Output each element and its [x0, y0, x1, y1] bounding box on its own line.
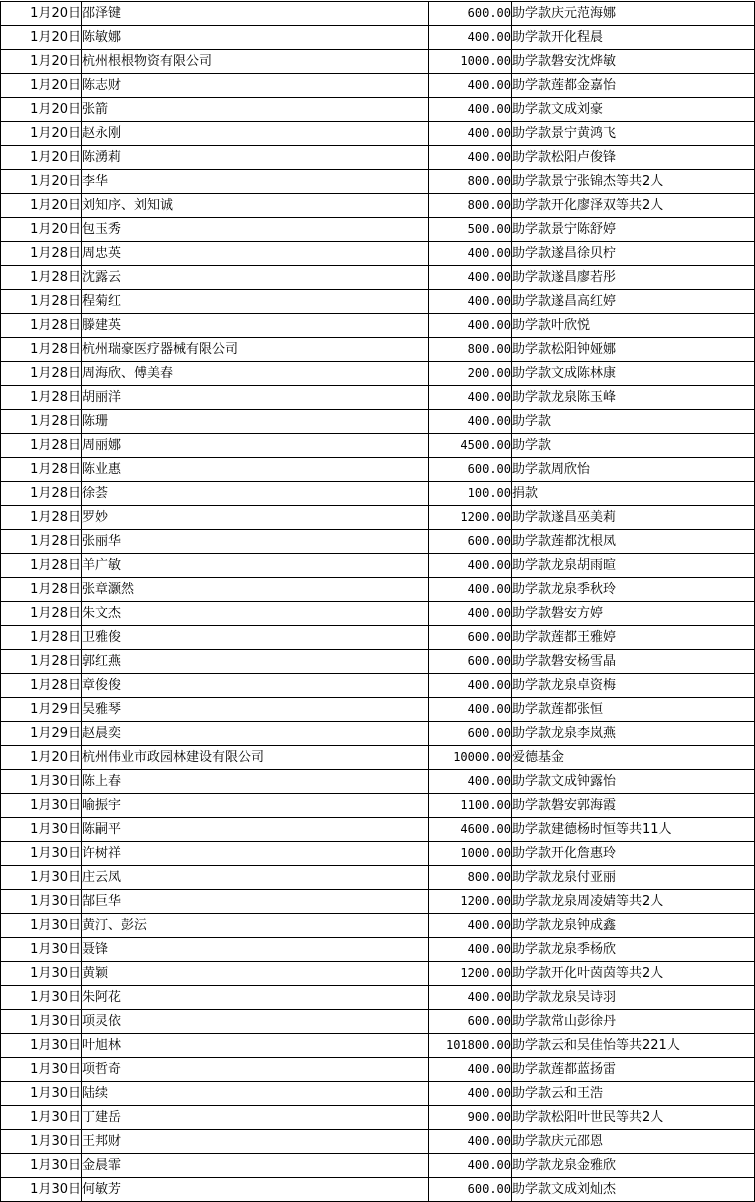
donor-cell: 周丽娜 [82, 434, 429, 458]
donor-cell: 黄汀、彭沄 [82, 914, 429, 938]
date-cell: 1月29日 [1, 698, 82, 722]
date-cell: 1月29日 [1, 722, 82, 746]
table-row [1, 1082, 755, 1106]
donor-cell: 李华 [82, 170, 429, 194]
date-cell: 1月28日 [1, 458, 82, 482]
donor-cell: 羊广敏 [82, 554, 429, 578]
table-row [1, 554, 755, 578]
table-row [1, 122, 755, 146]
table-row [1, 770, 755, 794]
note-cell: 助学款莲都蓝扬雷 [512, 1058, 755, 1082]
note-cell: 助学款遂昌巫美莉 [512, 506, 755, 530]
note-cell: 助学款文成刘豪 [512, 98, 755, 122]
note-cell: 助学款遂昌廖若彤 [512, 266, 755, 290]
note-cell: 助学款 [512, 410, 755, 434]
amount-cell: 400.00 [429, 914, 512, 938]
date-cell: 1月20日 [1, 74, 82, 98]
date-cell: 1月20日 [1, 2, 82, 26]
amount-cell: 400.00 [429, 770, 512, 794]
date-cell: 1月30日 [1, 890, 82, 914]
amount-cell: 400.00 [429, 74, 512, 98]
table-row [1, 698, 755, 722]
note-cell: 助学款磐安方婷 [512, 602, 755, 626]
donor-cell: 金晨霏 [82, 1154, 429, 1178]
donor-cell: 卫雅俊 [82, 626, 429, 650]
date-cell: 1月30日 [1, 770, 82, 794]
amount-cell: 1000.00 [429, 842, 512, 866]
amount-cell: 1200.00 [429, 890, 512, 914]
donor-cell: 叶旭林 [82, 1034, 429, 1058]
date-cell: 1月28日 [1, 434, 82, 458]
donor-cell: 杭州根根物资有限公司 [82, 50, 429, 74]
table-row [1, 338, 755, 362]
amount-cell: 400.00 [429, 1058, 512, 1082]
amount-cell: 400.00 [429, 26, 512, 50]
amount-cell: 400.00 [429, 122, 512, 146]
donor-cell: 项哲奇 [82, 1058, 429, 1082]
date-cell: 1月28日 [1, 410, 82, 434]
donor-cell: 沈露云 [82, 266, 429, 290]
date-cell: 1月30日 [1, 1010, 82, 1034]
donor-cell: 项灵依 [82, 1010, 429, 1034]
date-cell: 1月28日 [1, 386, 82, 410]
donor-cell: 杭州瑞豪医疗器械有限公司 [82, 338, 429, 362]
date-cell: 1月20日 [1, 218, 82, 242]
amount-cell: 400.00 [429, 578, 512, 602]
amount-cell: 600.00 [429, 1010, 512, 1034]
date-cell: 1月30日 [1, 986, 82, 1010]
date-cell: 1月28日 [1, 314, 82, 338]
note-cell: 助学款龙泉卓资梅 [512, 674, 755, 698]
date-cell: 1月30日 [1, 1034, 82, 1058]
amount-cell: 1200.00 [429, 506, 512, 530]
note-cell: 爱德基金 [512, 746, 755, 770]
amount-cell: 100.00 [429, 482, 512, 506]
note-cell: 助学款龙泉付亚丽 [512, 866, 755, 890]
table-row [1, 290, 755, 314]
amount-cell: 10000.00 [429, 746, 512, 770]
note-cell: 助学款景宁黄鸿飞 [512, 122, 755, 146]
donor-cell: 陈业惠 [82, 458, 429, 482]
date-cell: 1月20日 [1, 98, 82, 122]
note-cell: 助学款 [512, 434, 755, 458]
table-row [1, 1154, 755, 1178]
amount-cell: 1000.00 [429, 50, 512, 74]
note-cell: 助学款松阳叶世民等共2人 [512, 1106, 755, 1130]
donor-cell: 王邦财 [82, 1130, 429, 1154]
amount-cell: 400.00 [429, 290, 512, 314]
amount-cell: 400.00 [429, 266, 512, 290]
date-cell: 1月30日 [1, 1082, 82, 1106]
donor-cell: 章俊俊 [82, 674, 429, 698]
note-cell: 助学款磐安沈烨敏 [512, 50, 755, 74]
table-row [1, 506, 755, 530]
note-cell: 助学款建德杨时恒等共11人 [512, 818, 755, 842]
note-cell: 助学款莲都金嘉怡 [512, 74, 755, 98]
amount-cell: 600.00 [429, 1178, 512, 1202]
amount-cell: 400.00 [429, 1082, 512, 1106]
donor-cell: 邵泽键 [82, 2, 429, 26]
date-cell: 1月28日 [1, 242, 82, 266]
table-row [1, 1106, 755, 1130]
donor-cell: 陆续 [82, 1082, 429, 1106]
table-row [1, 986, 755, 1010]
note-cell: 助学款松阳钟娅娜 [512, 338, 755, 362]
donor-cell: 罗妙 [82, 506, 429, 530]
donor-cell: 朱文杰 [82, 602, 429, 626]
date-cell: 1月20日 [1, 26, 82, 50]
note-cell: 助学款遂昌徐贝柠 [512, 242, 755, 266]
donor-cell: 陈珊 [82, 410, 429, 434]
date-cell: 1月28日 [1, 530, 82, 554]
donor-cell: 徐荟 [82, 482, 429, 506]
date-cell: 1月20日 [1, 50, 82, 74]
table-row [1, 746, 755, 770]
donor-cell: 陈嗣平 [82, 818, 429, 842]
note-cell: 助学款莲都张恒 [512, 698, 755, 722]
table-row [1, 794, 755, 818]
amount-cell: 600.00 [429, 722, 512, 746]
donor-cell: 赵晨奕 [82, 722, 429, 746]
donor-cell: 张丽华 [82, 530, 429, 554]
table-row [1, 962, 755, 986]
note-cell: 助学款文成陈林康 [512, 362, 755, 386]
donor-cell: 张箭 [82, 98, 429, 122]
note-cell: 助学款莲都沈根凤 [512, 530, 755, 554]
donor-cell: 何敏芳 [82, 1178, 429, 1202]
donor-cell: 刘知序、刘知诚 [82, 194, 429, 218]
donor-cell: 陈上春 [82, 770, 429, 794]
note-cell: 助学款磐安郭海霞 [512, 794, 755, 818]
amount-cell: 400.00 [429, 554, 512, 578]
amount-cell: 800.00 [429, 170, 512, 194]
note-cell: 助学款常山彭徐丹 [512, 1010, 755, 1034]
table-row [1, 2, 755, 26]
table-row [1, 50, 755, 74]
note-cell: 助学款龙泉金雅欣 [512, 1154, 755, 1178]
note-cell: 助学款开化叶茵茵等共2人 [512, 962, 755, 986]
ledger-body [1, 2, 755, 1202]
amount-cell: 400.00 [429, 602, 512, 626]
table-row [1, 842, 755, 866]
amount-cell: 400.00 [429, 938, 512, 962]
date-cell: 1月30日 [1, 1178, 82, 1202]
table-row [1, 674, 755, 698]
date-cell: 1月30日 [1, 842, 82, 866]
note-cell: 助学款遂昌高红婷 [512, 290, 755, 314]
amount-cell: 1200.00 [429, 962, 512, 986]
amount-cell: 4500.00 [429, 434, 512, 458]
donor-cell: 滕建英 [82, 314, 429, 338]
table-row [1, 1010, 755, 1034]
note-cell: 助学款云和吴佳怡等共221人 [512, 1034, 755, 1058]
amount-cell: 600.00 [429, 650, 512, 674]
table-row [1, 386, 755, 410]
donor-cell: 许树祥 [82, 842, 429, 866]
date-cell: 1月28日 [1, 506, 82, 530]
date-cell: 1月20日 [1, 746, 82, 770]
date-cell: 1月28日 [1, 554, 82, 578]
table-row [1, 194, 755, 218]
note-cell: 助学款开化詹惠玲 [512, 842, 755, 866]
amount-cell: 500.00 [429, 218, 512, 242]
donor-cell: 周海欣、傅美春 [82, 362, 429, 386]
amount-cell: 4600.00 [429, 818, 512, 842]
note-cell: 捐款 [512, 482, 755, 506]
table-row [1, 266, 755, 290]
date-cell: 1月20日 [1, 194, 82, 218]
amount-cell: 400.00 [429, 98, 512, 122]
table-row [1, 1058, 755, 1082]
table-row [1, 1178, 755, 1202]
amount-cell: 400.00 [429, 242, 512, 266]
date-cell: 1月30日 [1, 914, 82, 938]
donor-cell: 丁建岳 [82, 1106, 429, 1130]
amount-cell: 101800.00 [429, 1034, 512, 1058]
amount-cell: 600.00 [429, 626, 512, 650]
donor-cell: 胡丽洋 [82, 386, 429, 410]
donor-cell: 陈湧莉 [82, 146, 429, 170]
date-cell: 1月20日 [1, 170, 82, 194]
amount-cell: 800.00 [429, 338, 512, 362]
note-cell: 助学款文成刘灿杰 [512, 1178, 755, 1202]
note-cell: 助学款龙泉吴诗羽 [512, 986, 755, 1010]
amount-cell: 200.00 [429, 362, 512, 386]
donor-cell: 周忠英 [82, 242, 429, 266]
amount-cell: 400.00 [429, 1154, 512, 1178]
table-row [1, 146, 755, 170]
note-cell: 助学款龙泉胡雨暄 [512, 554, 755, 578]
table-row [1, 914, 755, 938]
date-cell: 1月28日 [1, 338, 82, 362]
table-row [1, 1130, 755, 1154]
note-cell: 助学款云和王浩 [512, 1082, 755, 1106]
note-cell: 助学款龙泉季杨欣 [512, 938, 755, 962]
date-cell: 1月28日 [1, 266, 82, 290]
date-cell: 1月30日 [1, 818, 82, 842]
amount-cell: 400.00 [429, 986, 512, 1010]
table-row [1, 218, 755, 242]
date-cell: 1月28日 [1, 290, 82, 314]
donor-cell: 郜巨华 [82, 890, 429, 914]
date-cell: 1月30日 [1, 866, 82, 890]
donor-cell: 杭州伟业市政园林建设有限公司 [82, 746, 429, 770]
table-row [1, 434, 755, 458]
amount-cell: 400.00 [429, 1130, 512, 1154]
note-cell: 助学款庆元邵恩 [512, 1130, 755, 1154]
date-cell: 1月30日 [1, 938, 82, 962]
date-cell: 1月28日 [1, 674, 82, 698]
table-row [1, 242, 755, 266]
date-cell: 1月28日 [1, 482, 82, 506]
date-cell: 1月28日 [1, 650, 82, 674]
donor-cell: 包玉秀 [82, 218, 429, 242]
amount-cell: 400.00 [429, 314, 512, 338]
donor-cell: 郭红燕 [82, 650, 429, 674]
donor-cell: 庄云凤 [82, 866, 429, 890]
date-cell: 1月30日 [1, 1058, 82, 1082]
date-cell: 1月28日 [1, 626, 82, 650]
amount-cell: 400.00 [429, 674, 512, 698]
amount-cell: 900.00 [429, 1106, 512, 1130]
note-cell: 助学款松阳卢俊锋 [512, 146, 755, 170]
note-cell: 助学款开化程晨 [512, 26, 755, 50]
amount-cell: 400.00 [429, 410, 512, 434]
table-row [1, 1034, 755, 1058]
date-cell: 1月30日 [1, 794, 82, 818]
donor-cell: 吴雅琴 [82, 698, 429, 722]
table-row [1, 938, 755, 962]
table-row [1, 170, 755, 194]
donor-cell: 喻振宇 [82, 794, 429, 818]
table-row [1, 26, 755, 50]
table-row [1, 314, 755, 338]
note-cell: 助学款龙泉周凌婧等共2人 [512, 890, 755, 914]
note-cell: 助学款周欣怡 [512, 458, 755, 482]
table-row [1, 602, 755, 626]
date-cell: 1月20日 [1, 146, 82, 170]
table-row [1, 362, 755, 386]
amount-cell: 800.00 [429, 866, 512, 890]
date-cell: 1月30日 [1, 1130, 82, 1154]
note-cell: 助学款磐安杨雪晶 [512, 650, 755, 674]
table-row [1, 410, 755, 434]
date-cell: 1月30日 [1, 1154, 82, 1178]
note-cell: 助学款龙泉季秋玲 [512, 578, 755, 602]
table-row [1, 458, 755, 482]
donor-cell: 程菊红 [82, 290, 429, 314]
amount-cell: 1100.00 [429, 794, 512, 818]
note-cell: 助学款庆元范海娜 [512, 2, 755, 26]
note-cell: 助学款龙泉钟成鑫 [512, 914, 755, 938]
note-cell: 助学款景宁陈舒婷 [512, 218, 755, 242]
amount-cell: 600.00 [429, 530, 512, 554]
table-row [1, 866, 755, 890]
donor-cell: 陈敏娜 [82, 26, 429, 50]
amount-cell: 600.00 [429, 2, 512, 26]
date-cell: 1月28日 [1, 578, 82, 602]
amount-cell: 400.00 [429, 698, 512, 722]
amount-cell: 400.00 [429, 386, 512, 410]
date-cell: 1月30日 [1, 1106, 82, 1130]
date-cell: 1月28日 [1, 362, 82, 386]
note-cell: 助学款莲都王雅婷 [512, 626, 755, 650]
donation-ledger-table [0, 1, 755, 1202]
note-cell: 助学款开化廖泽双等共2人 [512, 194, 755, 218]
donor-cell: 赵永刚 [82, 122, 429, 146]
date-cell: 1月30日 [1, 962, 82, 986]
date-cell: 1月28日 [1, 602, 82, 626]
table-row [1, 74, 755, 98]
date-cell: 1月20日 [1, 122, 82, 146]
note-cell: 助学款文成钟露怡 [512, 770, 755, 794]
donor-cell: 聂锋 [82, 938, 429, 962]
table-row [1, 530, 755, 554]
note-cell: 助学款景宁张锦杰等共2人 [512, 170, 755, 194]
amount-cell: 800.00 [429, 194, 512, 218]
note-cell: 助学款龙泉李岚燕 [512, 722, 755, 746]
amount-cell: 400.00 [429, 146, 512, 170]
table-row [1, 650, 755, 674]
table-row [1, 626, 755, 650]
donor-cell: 朱阿花 [82, 986, 429, 1010]
table-row [1, 482, 755, 506]
table-row [1, 818, 755, 842]
donor-cell: 黄颖 [82, 962, 429, 986]
table-row [1, 722, 755, 746]
donor-cell: 张章灏然 [82, 578, 429, 602]
table-row [1, 98, 755, 122]
donor-cell: 陈志财 [82, 74, 429, 98]
table-row [1, 578, 755, 602]
amount-cell: 600.00 [429, 458, 512, 482]
note-cell: 助学款龙泉陈玉峰 [512, 386, 755, 410]
note-cell: 助学款叶欣悦 [512, 314, 755, 338]
table-row [1, 890, 755, 914]
